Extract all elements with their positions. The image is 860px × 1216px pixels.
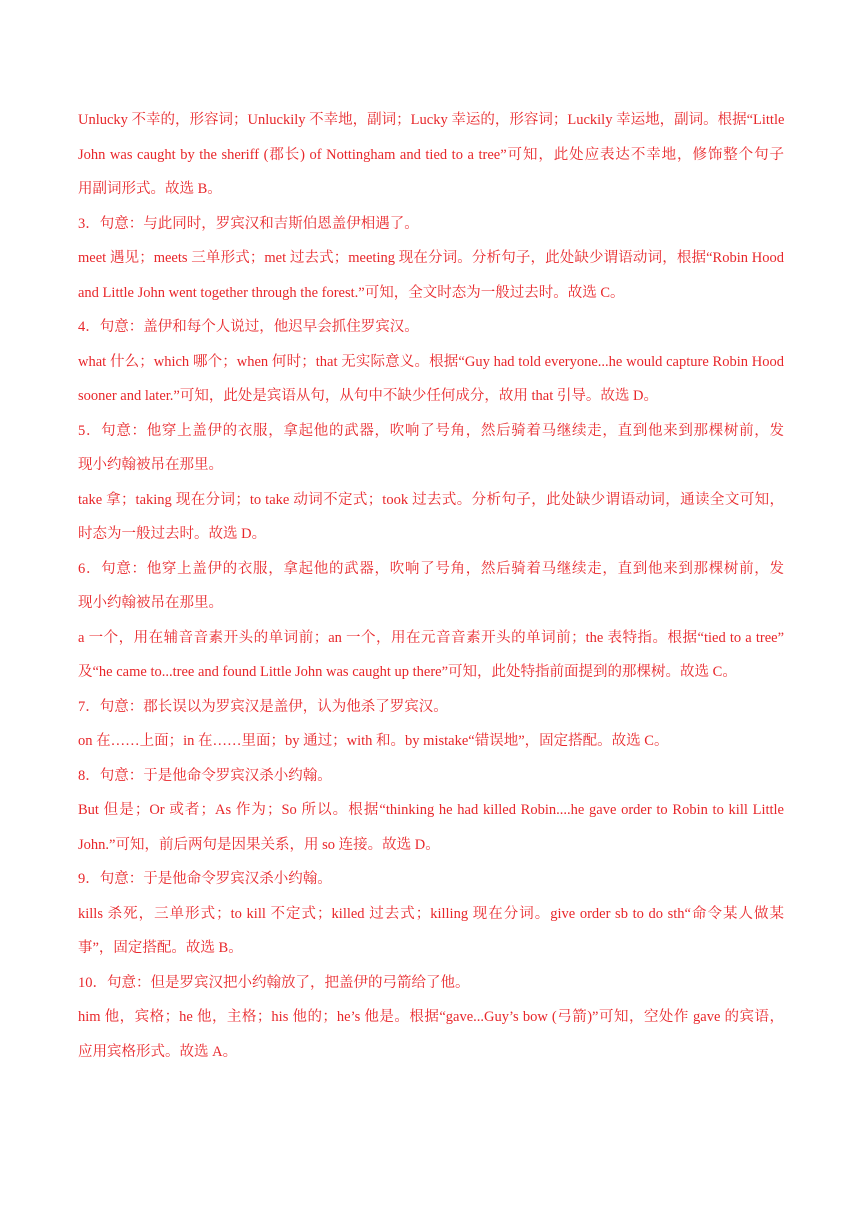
text-line: Unlucky 不幸的，形容词；Unluckily 不幸地，副词；Lucky 幸运的，形容词；Luckily 幸运地，副词。根据“Little <box>78 112 784 128</box>
text-line: 8．句意：于是他命令罗宾汉杀小约翰。 <box>78 767 332 784</box>
text-line: sooner and later.”可知，此处是宾语从句，从句中不缺少任何成分，故用 that 引导。故选 D。 <box>78 388 658 404</box>
text-line: kills 杀死，三单形式；to kill 不定式；killed 过去式；killing 现在分词。give order sb to do sth“命令某人做某 <box>78 905 784 922</box>
text-line: him 他，宾格；he 他，主格；his 他的；he’s 他是。根据“gave...Guy’s bow (弓箭)”可知，空处作 gave 的宾语， <box>78 1009 784 1025</box>
text-line: 7．句意：郡长误以为罗宾汉是盖伊，认为他杀了罗宾汉。 <box>78 698 448 715</box>
text-line: 时态为一般过去时。故选 D。 <box>78 526 267 542</box>
text-line: 事”，固定搭配。故选 B。 <box>78 940 243 956</box>
text-line: on 在……上面；in 在……里面；by 通过；with 和。by mistake“错误地”，固定搭配。故选 C。 <box>78 733 669 749</box>
text-line: 现小约翰被吊在那里。 <box>78 595 223 611</box>
text-line: take 拿；taking 现在分词；to take 动词不定式；took 过去式。分析句子，此处缺少谓语动词，通读全文可知， <box>78 491 784 508</box>
text-line: 4．句意：盖伊和每个人说过，他迟早会抓住罗宾汉。 <box>78 319 419 335</box>
text-line: 6．句意：他穿上盖伊的衣服，拿起他的武器，吹响了号角，然后骑着马继续走，直到他来到那棵树前，发 <box>78 560 784 577</box>
text-line: 及“he came to...tree and found Little John was caught up there”可知，此处特指前面提到的那棵树。故选 C。 <box>78 664 737 680</box>
text-line: John.”可知，前后两句是因果关系，用 so 连接。故选 D。 <box>78 836 440 853</box>
text-line: John was caught by the sheriff (郡长) of Nottingham and tied to a tree”可知，此处应表达不幸地，修饰整个句子 <box>78 146 784 163</box>
text-line: and Little John went together through the forest.”可知，全文时态为一般过去时。故选 C。 <box>78 284 625 301</box>
answer-explanation-text <box>78 103 784 1069</box>
text-line: 10．句意：但是罗宾汉把小约翰放了，把盖伊的弓箭给了他。 <box>78 974 470 991</box>
text-line: what 什么；which 哪个；when 何时；that 无实际意义。根据“Guy had told everyone...he would capture Robin Hood <box>78 353 784 370</box>
text-line: a 一个，用在辅音音素开头的单词前；an 一个，用在元音音素开头的单词前；the 表特指。根据“tied to a tree” <box>78 629 784 646</box>
text-line: 应用宾格形式。故选 A。 <box>78 1043 238 1060</box>
text-line: 用副词形式。故选 B。 <box>78 181 222 197</box>
text-line: 现小约翰被吊在那里。 <box>78 457 223 473</box>
text-line: 5．句意：他穿上盖伊的衣服，拿起他的武器，吹响了号角，然后骑着马继续走，直到他来到那棵树前，发 <box>78 422 784 439</box>
text-line: 9．句意：于是他命令罗宾汉杀小约翰。 <box>78 871 332 887</box>
text-line: But 但是；Or 或者；As 作为；So 所以。根据“thinking he had killed Robin....he gave order to Robin to kill Little <box>78 802 784 818</box>
text-line: 3．句意：与此同时，罗宾汉和吉斯伯恩盖伊相遇了。 <box>78 215 419 232</box>
text-line: meet 遇见；meets 三单形式；met 过去式；meeting 现在分词。分析句子，此处缺少谓语动词，根据“Robin Hood <box>78 250 784 266</box>
